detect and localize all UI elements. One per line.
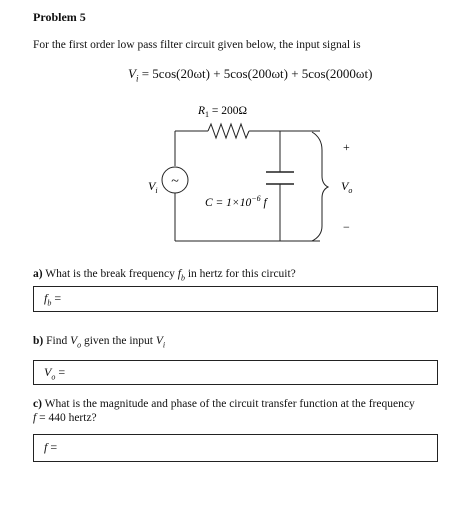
- equation-rhs: = 5cos(20ωt) + 5cos(200ωt) + 5cos(2000ωt): [138, 66, 373, 81]
- question-a: [33, 268, 296, 282]
- question-b: [33, 335, 165, 349]
- question-b-letter: b): [33, 335, 44, 347]
- output-plus-label: +: [343, 140, 350, 154]
- question-a-var: f: [177, 268, 181, 280]
- question-b-var2-sub: i: [162, 340, 166, 350]
- circuit-diagram: [0, 0, 471, 260]
- question-c: [33, 397, 463, 425]
- question-a-text: What is the break frequency: [42, 268, 178, 280]
- problem-title: Problem 5: [33, 10, 86, 24]
- equation-lhs-sub: i: [135, 73, 139, 84]
- answer-a-label: $f_b$ =: [44, 291, 62, 308]
- question-c-var: f: [33, 412, 37, 424]
- answer-box-a[interactable]: [33, 286, 438, 312]
- answer-b-label: $V_o$ =: [44, 365, 66, 382]
- question-b-var2: V: [155, 335, 163, 347]
- question-b-text: Find: [43, 335, 71, 347]
- question-b-var-sub: o: [77, 340, 82, 350]
- answer-box-b[interactable]: [33, 360, 438, 385]
- question-c-line2: = 440 hertz?: [36, 412, 97, 424]
- answer-box-c[interactable]: [33, 434, 438, 462]
- capacitor-label: $C = 1\times 10^{-6}$ f: [205, 194, 267, 209]
- question-a-var-sub: b: [180, 273, 185, 283]
- question-b-var: V: [70, 335, 78, 347]
- answer-c-label: f =: [44, 440, 58, 454]
- question-c-text: What is the magnitude and phase of the circuit transfer function at the frequency: [41, 398, 415, 410]
- question-a-letter: a): [33, 268, 43, 280]
- resistor-label: $R_1 = 200\Omega$: [198, 105, 248, 119]
- question-b-text2: given the input: [81, 335, 156, 347]
- output-voltage-label: $V_o$: [341, 179, 353, 195]
- question-c-letter: c): [33, 398, 42, 410]
- question-a-text2: in hertz for this circuit?: [184, 268, 296, 280]
- equation-lhs: V: [128, 66, 136, 81]
- resistor-symbol: [208, 124, 249, 138]
- output-bracket: [312, 132, 328, 241]
- ac-source-symbol: ~: [171, 174, 179, 189]
- output-minus-label: −: [343, 220, 350, 234]
- input-voltage-label: $V_i$: [148, 179, 158, 195]
- problem-intro: For the first order low pass filter circuit given below, the input signal is: [33, 39, 361, 51]
